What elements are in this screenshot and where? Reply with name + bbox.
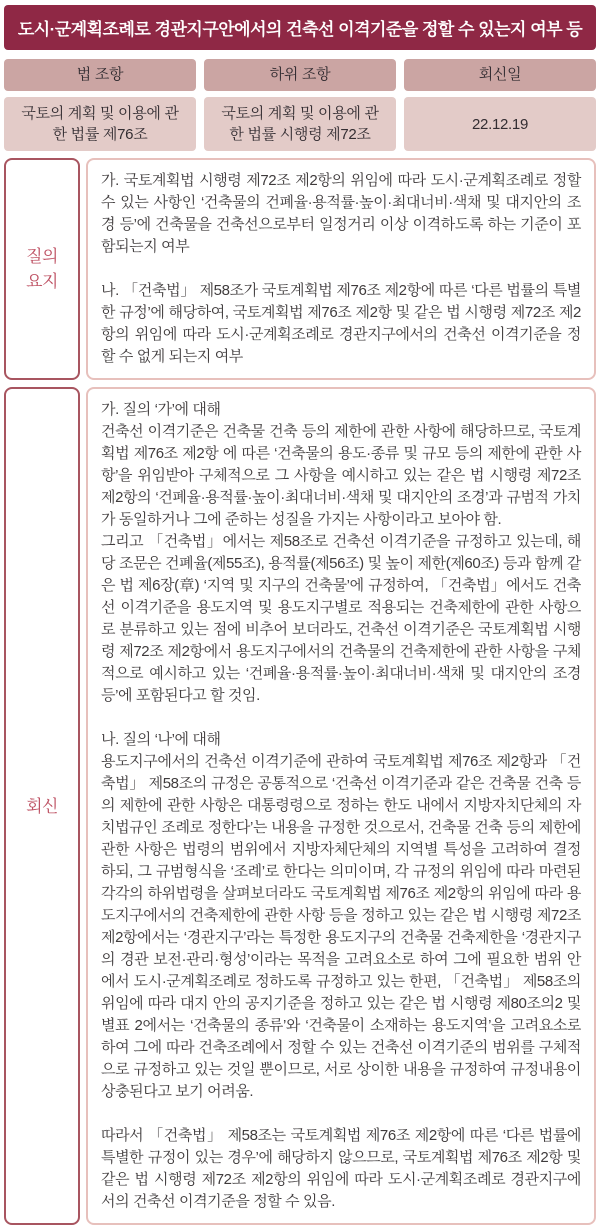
- value-law-provision: 국토의 계획 및 이용에 관한 법률 제76조: [4, 97, 196, 151]
- question-content-box: [86, 158, 596, 380]
- question-label: 질의 요지: [26, 247, 58, 291]
- info-table-header-row: [4, 59, 596, 91]
- info-table-value-row: [4, 97, 596, 151]
- question-paragraph: 가. 국토계획법 시행령 제72조 제2항의 위임에 따라 도시·군계획조례로 정할 수 있는 사항인 ‘건축물의 건폐율·용적률·높이·최대너비·색채 및 대지안의 조경 등’에 건축물을 건축선으로부터 일정거리 이상 이격하도록 하는 기준이 포함되는지 여부: [101, 172, 581, 255]
- question-label-box: [4, 158, 80, 380]
- reply-paragraph: 건축선 이격기준은 건축물 건축 등의 제한에 관한 사항에 해당하므로, 국토계획법 제76조 제2항 에 따른 ‘건축물의 용도·종류 및 규모 등의 제한에 관한 사항’을 위임받아 구체적으로 그 사항을 예시하고 있는 같은 법 시행령 제72조 제2항의 ‘건폐율·용적률·높이·최대너비·색채 및 대지안의 조경’과 규범적 가치가 동일하거나 그에 준하는 성질을 가지는 사항이라고 보아야 함.: [101, 423, 581, 528]
- reply-conclusion: 따라서 「건축법」 제58조는 국토계획법 제76조 제2항에 따른 ‘다른 법률에 특별한 규정이 있는 경우’에 해당하지 않으므로, 국토계획법 제76조 제2항 및 같은 법 시행령 제72조 제2항의 위임에 따라 도시·군계획조례로 경관지구에서의 건축선 이격기준을 정할 수 있음.: [101, 1127, 581, 1210]
- question-paragraph: 나. 「건축법」 제58조가 국토계획법 제76조 제2항에 따른 ‘다른 법률의 특별한 규정’에 해당하여, 국토계획법 제76조 제2항 및 같은 법 시행령 제72조 제2항의 위임에 따라 도시·군계획조례로 경관지구에서의 건축선 이격기준을 정할 수 없게 되는지 여부: [101, 282, 581, 365]
- reply-heading-a: 가. 질의 ‘가’에 대해: [101, 401, 221, 418]
- reply-paragraph: 용도지구에서의 건축선 이격기준에 관하여 국토계획법 제76조 제2항과 「건축법」 제58조의 규정은 공통적으로 ‘건축선 이격기준과 같은 건축물 건축 등의 제한에 관한 사항은 대통령령으로 정하는 한도 내에서 지방자치단체의 자치법규인 조례로 정한다’는 내용을 규정한 것으로서, 건축물 건축 등의 제한에 관한 사항은 법령의 범위에서 지방자체단체의 지역별 특성을 고려하여 결정하되, 그 규범형식을 ‘조례’로 한다는 의미이며, 각 규정의 위임에 따라 마련된 각각의 하위법령을 살펴보더라도 국토계획법 제76조 제2항의 위임에 따라 용도지구에서의 건축제한에 관한 사항 등을 정하고 있는 같은 법 시행령 제72조 제2항에서는 ‘경관지구’라는 특정한 용도지구의 건축물 건축제한을 ‘경관지구의 경관 보전·관리·형성’이라는 목적을 고려요소로 하여 그에 필요한 범위 안에서 도시·군계획조례로 정하도록 규정하고 있는 한편, 「건축법」 제58조의 위임에 따라 대지 안의 공지기준을 정하고 있는 같은 법 시행령 제80조의2 및 별표 2에서는 ‘건축물의 종류’와 ‘건축물이 소재하는 용도지역’을 고려요소로 하여 그에 따라 건축조례에서 정할 수 있는 건축선 이격기준의 범위를 구체적으로 규정하고 있는 것일 뿐이므로, 서로 상이한 내용을 규정하여 규정내용이 상충된다고 보기 어려움.: [101, 753, 581, 1100]
- reply-section: [4, 387, 596, 1225]
- question-section: [4, 158, 596, 380]
- document-title-bar: [4, 5, 596, 50]
- reply-content-box: [86, 387, 596, 1225]
- document-title: 도시·군계획조례로 경관지구안에서의 건축선 이격기준을 정할 수 있는지 여부 등: [17, 20, 583, 39]
- value-reply-date: 22.12.19: [404, 97, 596, 151]
- reply-label: 회신: [26, 796, 58, 816]
- reply-paragraph: 그리고 「건축법」에서는 제58조로 건축선 이격기준을 규정하고 있는데, 해당 조문은 건폐율(제55조), 용적률(제56조) 및 높이 제한(제60조) 등과 함께 같은 법 제6장(章) ‘지역 및 지구의 건축물’에 규정하여, 「건축법」에서도 건축선 이격기준을 용도지역 및 용도지구별로 적용되는 건축제한에 관한 사항으로 분류하고 있는 점에 비추어 보더라도, 건축선 이격기준은 국토계획법 시행령 제72조 제2항에서 용도지구에서의 건축물의 건축제한에 관한 사항을 구체적으로 예시하고 있는 ‘건폐율·용적률·높이·최대너비·색채 및 대지안의 조경 등’에 포함된다고 할 것임.: [101, 533, 581, 704]
- reply-heading-b: 나. 질의 ‘나’에 대해: [101, 731, 221, 748]
- value-sub-provision: 국토의 계획 및 이용에 관한 법률 시행령 제72조: [204, 97, 396, 151]
- header-sub-provision: 하위 조항: [204, 59, 396, 91]
- header-reply-date: 회신일: [404, 59, 596, 91]
- header-law-provision: 법 조항: [4, 59, 196, 91]
- reply-label-box: [4, 387, 80, 1225]
